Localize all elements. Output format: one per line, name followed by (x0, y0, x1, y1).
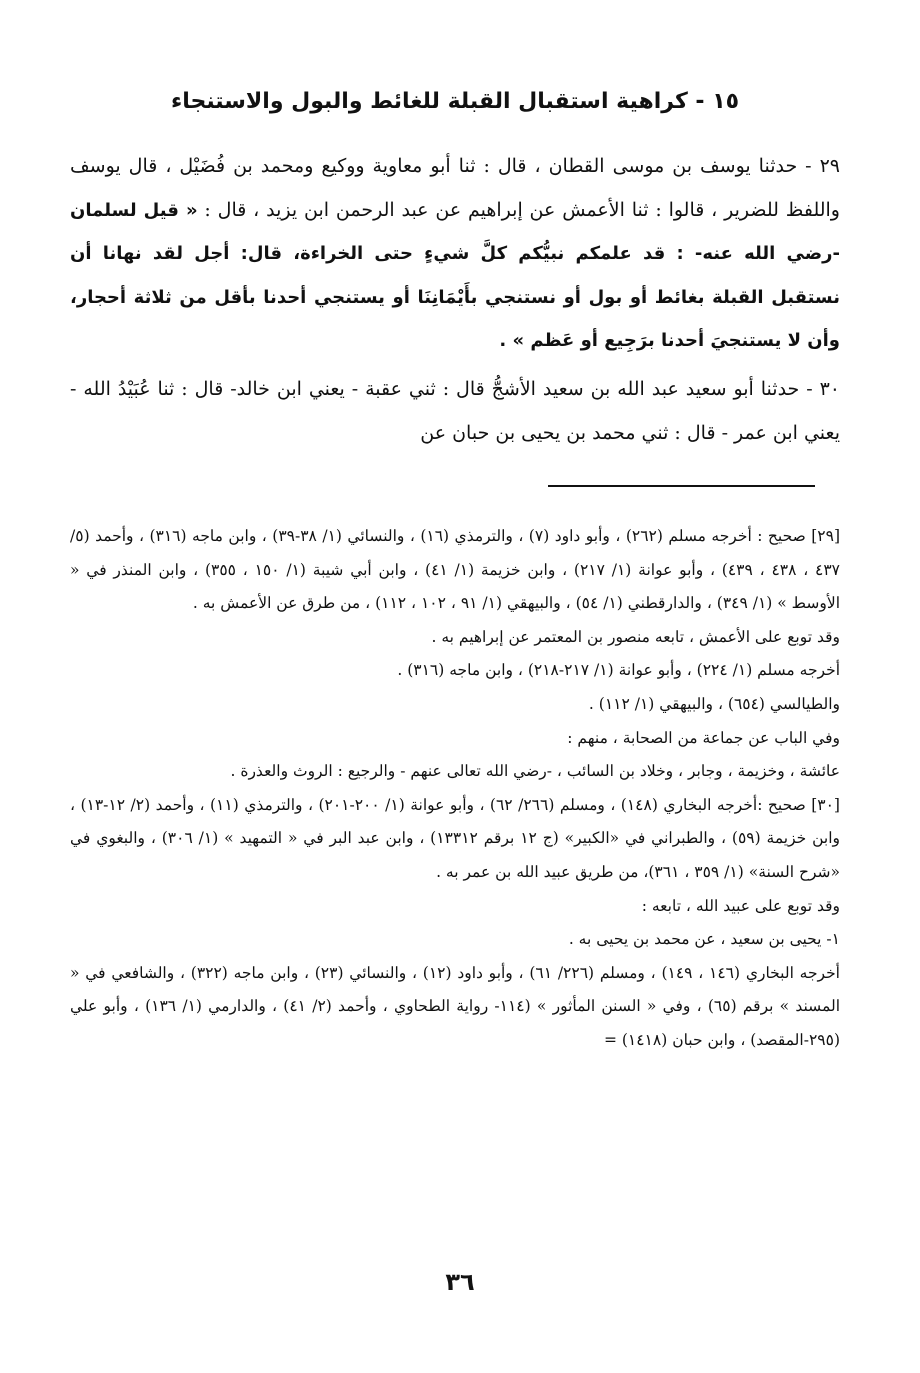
chapter-title: ١٥ - كراهية استقبال القبلة للغائط والبول والاستنجاء (170, 89, 740, 114)
footnote-29-bab-heading: وفي الباب عن جماعة من الصحابة ، منهم : (567, 728, 840, 747)
footnote-29-takhrij: [٢٩] صحيح : أخرجه مسلم (٢٦٢) ، وأبو داود (٧) ، والترمذي (١٦) ، والنسائي (١/ ٣٨-٣٩) ، وابن ماجه (٣١٦) ، وأحمد (٥/ ٤٣٧ ، ٤٣٨ ، ٤٣٩) ، وأبو عوانة (١/ ٢١٧) ، وابن خزيمة (١/ ٤١) ، وابن أبي شيبة (١/ ١٥٠ ، ٣٥٥) ، وابن المنذر في « الأوسط » (١/ ٣٤٩) ، والدارقطني (١/ ٥٤) ، والبيهقي (١/ ٩١ ، ١٠٢ ، ١١٢) ، من طرق عن الأعمش به . (70, 527, 840, 613)
footnote-29-mutabaa-source: أخرجه مسلم (١/ ٢٢٤) ، وأبو عوانة (١/ ٢١٧-٢١٨) ، وابن ماجه (٣١٦) . (397, 661, 840, 680)
hadith-29-isnad: ٢٩ - حدثنا يوسف بن موسى القطان ، قال : ثنا أبو معاوية ووكيع ومحمد بن فُضَيْل ، قال يوسف واللفظ للضرير ، قالوا : ثنا الأعمش عن إبراهيم عن عبد الرحمن ابن يزيد ، قال : (70, 155, 840, 221)
footnote-30-mutabaa: وقد توبع على عبيد الله ، تابعه : (641, 896, 840, 915)
footnote-30-mutabi-1: ١- يحيى بن سعيد ، عن محمد بن يحيى به . (568, 930, 840, 949)
hadith-29-paragraph (70, 145, 840, 363)
footnotes (70, 520, 840, 1058)
footnote-separator (548, 485, 815, 487)
footnote-30-takhrij: [٣٠] صحيح :أخرجه البخاري (١٤٨) ، ومسلم (٢٦٦/ ٦٢) ، وأبو عوانة (١/ ٢٠٠-٢٠١) ، والترمذي (١١) ، وأحمد (٢/ ١٢-١٣) ، وابن خزيمة (٥٩) ، والطبراني في «الكبير» (ج ١٢ برقم ١٣٣١٢) ، وابن عبد البر في « التمهيد » (١/ ٣٠٦) ، والبغوي في «شرح السنة» (١/ ٣٥٩ ، ٣٦١)، من طريق عبيد الله بن عمر به . (70, 795, 841, 881)
footnote-29-mutabaa-source-2: والطيالسي (٦٥٤) ، والبيهقي (١/ ١١٢) . (588, 694, 840, 713)
footnote-30-mutabi-1-sources: أخرجه البخاري (١٤٦ ، ١٤٩) ، ومسلم (٢٢٦/ ٦١) ، وأبو داود (١٢) ، والنسائي (٢٣) ، وابن ماجه (٣٢٢) ، والشافعي في « المسند » برقم (٦٥) ، وفي « السنن المأثور » (١١٤- رواية الطحاوي ، وأحمد (٢/ ٤١) ، والدارمي (١/ ١٣٦) ، وأبو علي (٢٩٥-المقصد) ، وابن حبان (١٤١٨) = (70, 963, 840, 1049)
hadith-30 (70, 368, 840, 455)
hadith-29-matn: « قيل لسلمان -رضي الله عنه- : قد علمكم نبيُّكم كلَّ شيءٍ حتى الخراءة، قال: أجل لقد نهانا أن نستقبل القبلة بغائط أو بول أو نستنجي بأَيْمَانِنَا أو يستنجي أحدنا بأقل من ثلاثة أحجار، وأن لا يستنجيَ أحدنا برَجِيع أو عَظم » . (70, 199, 840, 351)
footnote-29-bab-companions: عائشة ، وخزيمة ، وجابر ، وخلاد بن السائب ، -رضي الله تعالى عنهم - والرجيع : الروث والعذرة . (230, 762, 840, 781)
footnote-29-mutabaa: وقد توبع على الأعمش ، تابعه منصور بن المعتمر عن إبراهيم به . (431, 627, 840, 646)
page-number: ٣٦ (445, 1268, 475, 1296)
hadith-30-paragraph: ٣٠ - حدثنا أبو سعيد عبد الله بن سعيد الأشجُّ قال : ثني عقبة - يعني ابن خالد- قال : ثنا عُبَيْدُ الله - يعني ابن عمر - قال : ثني محمد بن يحيى بن حبان عن (70, 378, 840, 444)
hadith-29 (70, 145, 840, 363)
